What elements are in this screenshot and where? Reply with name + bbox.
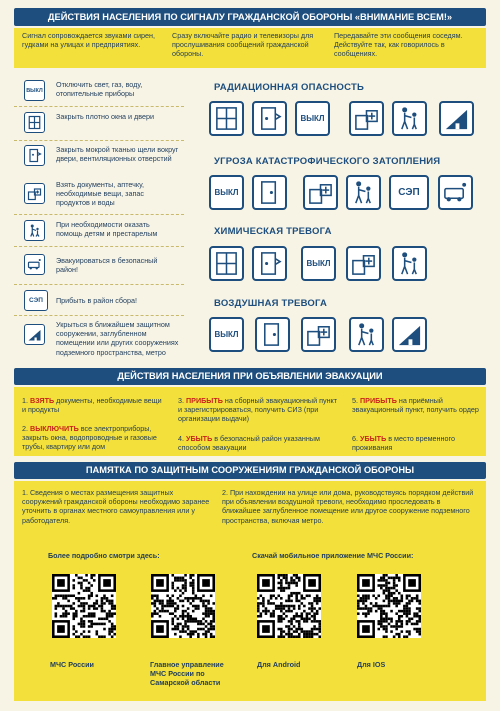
more-info-label: Более подробно смотри здесь: — [48, 551, 160, 560]
help-elderly-icon — [24, 220, 45, 241]
switch-off-label: ВЫКЛ — [26, 87, 43, 94]
divider — [14, 140, 184, 141]
switch-off-label: ВЫКЛ — [214, 188, 239, 197]
help-elderly-icon — [392, 101, 427, 136]
hazard-title-air-raid: ВОЗДУШНАЯ ТРЕВОГА — [214, 298, 328, 309]
door-seal-icon — [252, 101, 287, 136]
qr-code[interactable] — [257, 574, 321, 638]
intro-col-1: Сигнал сопровождается звуками сирен, гудками на улицах и предприятиях. — [22, 31, 156, 50]
evac-step-4: 4. УБЫТЬ в безопасный район указанным способом эвакуации — [178, 434, 320, 453]
assembly-point-label: СЭП — [29, 297, 43, 304]
action-item-text: Взять документы, аптечку, необходимые вещи, запас продуктов и воды — [56, 180, 145, 208]
switch-off-icon — [209, 175, 244, 210]
switch-off-icon — [24, 80, 45, 101]
switch-off-icon — [209, 317, 244, 352]
action-item-text: Отключить свет, газ, воду, отопительные приборы — [56, 80, 143, 99]
signal-banner-title: ДЕЙСТВИЯ НАСЕЛЕНИЯ ПО СИГНАЛУ ГРАЖДАНСКОЙ ОБОРОНЫ «ВНИМАНИЕ ВСЕМ!» — [47, 12, 453, 22]
app-info-label: Скачай мобильное приложение МЧС России: — [252, 551, 414, 560]
hazard-title-chemical: ХИМИЧЕСКАЯ ТРЕВОГА — [214, 226, 332, 237]
divider — [14, 315, 184, 316]
evac-step-6: 6. УБЫТЬ в место временного проживания — [352, 434, 455, 453]
evac-step-1: 1. ВЗЯТЬ документы, необходимые вещи и продукты — [22, 396, 162, 415]
hazard-title-radiation: РАДИАЦИОННАЯ ОПАСНОСТЬ — [214, 82, 364, 93]
documents-icon — [349, 101, 384, 136]
assembly-point-icon — [389, 175, 429, 210]
evac-step-3: 3. ПРИБЫТЬ на сборный эвакуационный пункт и зарегистрироваться, получить СИЗ (при организации выдачи) — [178, 396, 338, 424]
assembly-point-icon — [24, 290, 48, 311]
help-elderly-icon — [349, 317, 384, 352]
qr-caption: Главное управление МЧС России по Самарской области — [150, 660, 224, 687]
documents-icon — [303, 175, 338, 210]
qr-caption: Для IOS — [357, 660, 386, 669]
switch-off-label: ВЫКЛ — [306, 259, 331, 268]
qr-code[interactable] — [151, 574, 215, 638]
memo-point-1: 1. Сведения о местах размещения защитных сооружений гражданской обороны необходимо заранее уточнить в органах местного самоуправления или у работодателя. — [22, 488, 210, 525]
action-item-text: Закрыть плотно окна и двери — [56, 112, 154, 121]
evacuate-icon — [438, 175, 473, 210]
shelter-icon — [439, 101, 474, 136]
qr-code[interactable] — [52, 574, 116, 638]
qr-caption: Для Android — [257, 660, 301, 669]
evac-banner — [14, 368, 486, 385]
switch-off-icon — [301, 246, 336, 281]
window-icon — [209, 101, 244, 136]
door-icon — [252, 175, 287, 210]
memo-point-2: 2. При нахождении на улице или дома, руководствуясь порядком действий при объявлении воздушной тревоги, необходимо проследовать в ближайшее заглубленное помещение или другое сооружение подземного пространства, включая метро. — [222, 488, 474, 525]
action-item-text: Закрыть мокрой тканью щели вокруг двери, вентиляционных отверстий — [56, 145, 179, 164]
qr-caption: МЧС России — [50, 660, 94, 669]
door-seal-icon — [24, 145, 45, 166]
divider — [14, 106, 184, 107]
divider — [14, 214, 184, 215]
help-elderly-icon — [392, 246, 427, 281]
switch-off-icon — [295, 101, 330, 136]
divider — [14, 246, 184, 247]
action-item-text: Эвакуироваться в безопасный район! — [56, 256, 158, 275]
action-item-text: При необходимости оказать помощь детям и престарелым — [56, 220, 158, 239]
documents-icon — [24, 183, 45, 204]
help-elderly-icon — [346, 175, 381, 210]
assembly-point-label: СЭП — [398, 187, 420, 198]
memo-banner-title: ПАМЯТКА ПО ЗАЩИТНЫМ СООРУЖЕНИЯМ ГРАЖДАНСКОЙ ОБОРОНЫ — [85, 465, 415, 475]
switch-off-label: ВЫКЛ — [300, 114, 325, 123]
switch-off-label: ВЫКЛ — [214, 330, 239, 339]
window-icon — [24, 112, 45, 133]
shelter-icon — [24, 324, 45, 345]
documents-icon — [346, 246, 381, 281]
evac-banner-title: ДЕЙСТВИЯ НАСЕЛЕНИЯ ПРИ ОБЪЯВЛЕНИИ ЭВАКУАЦИИ — [117, 371, 383, 381]
action-item-text: Прибыть в район сбора! — [56, 296, 137, 305]
door-seal-icon — [252, 246, 287, 281]
signal-banner — [14, 8, 486, 26]
divider — [14, 284, 184, 285]
documents-icon — [301, 317, 336, 352]
door-icon — [255, 317, 290, 352]
evacuate-icon — [24, 254, 45, 275]
evac-step-5: 5. ПРИБЫТЬ на приёмный эвакуационный пункт, получить ордер — [352, 396, 479, 415]
action-item-text: Укрыться в ближайшем защитном сооружении, заглубленном помещении или других сооружениях подземного пространства, метро — [56, 320, 179, 357]
evac-step-2: 2. ВЫКЛЮЧИТЬ все электроприборы, закрыть окна, водопроводные и газовые трубы, квартиру или дом — [22, 424, 157, 452]
window-icon — [209, 246, 244, 281]
intro-col-3: Передавайте эти сообщения соседям. Действуйте так, как говорилось в сообщениях. — [334, 31, 463, 59]
intro-col-2: Сразу включайте радио и телевизоры для прослушивания сообщений гражданской обороны. — [172, 31, 314, 59]
hazard-title-flood: УГРОЗА КАТАСТРОФИЧЕСКОГО ЗАТОПЛЕНИЯ — [214, 156, 441, 167]
memo-banner — [14, 462, 486, 479]
shelter-icon — [392, 317, 427, 352]
qr-code[interactable] — [357, 574, 421, 638]
